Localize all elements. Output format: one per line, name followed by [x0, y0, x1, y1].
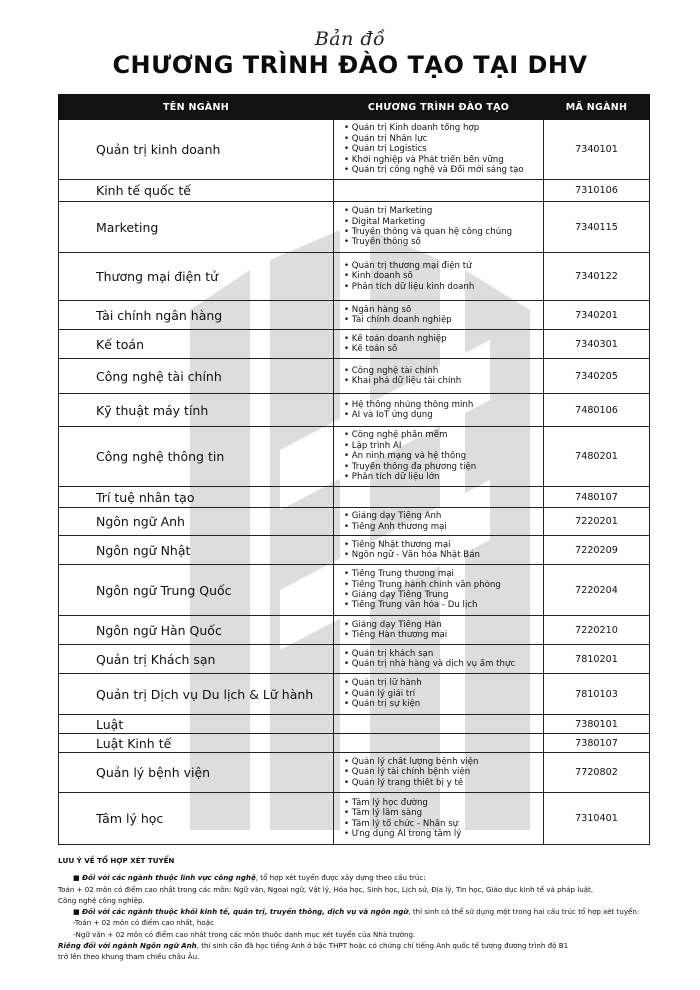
page-header — [0, 28, 700, 79]
note-english-line2: trở lên theo khung tham chiếu châu Âu. — [58, 952, 200, 962]
program-item: • Truyền thông số — [344, 237, 421, 248]
major-code: 7310401 — [544, 793, 650, 845]
program-list — [334, 565, 544, 616]
program-item: • Tâm lý lâm sàng — [344, 808, 423, 819]
program-item: • Phân tích dữ liệu lớn — [344, 472, 440, 483]
program-item: • Quản trị Kinh doanh tổng hợp — [344, 123, 480, 134]
program-item: • Tiếng Trung thương mại — [344, 569, 454, 580]
major-name: Ngôn ngữ Nhật — [59, 536, 334, 565]
program-list — [334, 253, 544, 301]
program-item: • Lập trình AI — [344, 440, 402, 451]
program-item: • Truyền thông đa phương tiện — [344, 461, 477, 472]
program-item: • Ứng dụng AI trong tâm lý — [344, 828, 462, 839]
table-row — [59, 734, 650, 753]
table-row — [59, 427, 650, 487]
programs-table — [58, 94, 650, 845]
square-bullet-icon: ■ — [73, 907, 80, 917]
program-list — [334, 359, 544, 394]
program-item: • An ninh mạng và hệ thống — [344, 451, 467, 462]
program-item: • Công nghệ phần mềm — [344, 430, 448, 441]
page-title: CHƯƠNG TRÌNH ĐÀO TẠO TẠI DHV — [112, 51, 588, 79]
major-name: Ngôn ngữ Trung Quốc — [59, 565, 334, 616]
table-row — [59, 120, 650, 180]
major-code: 7310106 — [544, 180, 650, 202]
note-technology-line3: Công nghệ công nghiệp. — [58, 895, 145, 905]
table-row — [59, 508, 650, 536]
program-item: • Ngôn ngữ - Văn hóa Nhật Bản — [344, 550, 480, 560]
major-name: Kế toán — [59, 330, 334, 359]
table-row — [59, 793, 650, 845]
major-code: 7380107 — [544, 734, 650, 753]
program-item: • Quản trị thương mại điện tử — [344, 260, 472, 271]
major-code: 7220201 — [544, 508, 650, 536]
program-item: • Quản trị sự kiện — [344, 699, 421, 710]
program-item: • Digital Marketing — [344, 216, 426, 227]
table-row — [59, 394, 650, 427]
program-item: • Quản trị nhà hàng và dịch vụ ẩm thực — [344, 659, 516, 669]
note-economics: ■ Đối với các ngành thuộc khối kinh tế, quản trị, truyền thông, dịch vụ và ngôn ngữ, thí sinh có thể sử dụng một trong hai cấu trúc tổ hợp xét tuyển: — [73, 907, 640, 917]
major-code: 7340205 — [544, 359, 650, 394]
major-name: Trí tuệ nhân tạo — [59, 487, 334, 508]
table-row — [59, 253, 650, 301]
program-list — [334, 427, 544, 487]
major-code: 7340301 — [544, 330, 650, 359]
major-code: 7810201 — [544, 645, 650, 674]
program-item: • Tiếng Trung hành chính văn phòng — [344, 579, 501, 590]
program-list — [334, 180, 544, 202]
program-item: • AI và IoT ứng dụng — [344, 410, 433, 420]
note-technology-line2: Toán + 02 môn có điểm cao nhất trong các môn: Ngữ văn, Ngoại ngữ, Vật lý, Hóa học, Sinh học, Lịch sử, Địa lý, Tin học, Giáo dục kinh tế và pháp luật, — [58, 884, 594, 894]
program-item: • Quản lý tài chính bệnh viện — [344, 767, 471, 778]
major-name: Công nghệ tài chính — [59, 359, 334, 394]
program-item: • Quản trị Nhân lực — [344, 133, 428, 144]
major-code: 7220209 — [544, 536, 650, 565]
major-name: Quản lý bệnh viện — [59, 753, 334, 793]
major-code: 7480201 — [544, 427, 650, 487]
table-row — [59, 180, 650, 202]
program-list — [334, 394, 544, 427]
program-item: • Giảng dạy Tiếng Trung — [344, 590, 449, 600]
major-name: Marketing — [59, 202, 334, 253]
table-row — [59, 616, 650, 645]
program-item: • Kế toán doanh nghiệp — [344, 333, 447, 344]
major-code: 7340122 — [544, 253, 650, 301]
admission-notes — [58, 855, 658, 963]
notes-title: LƯU Ý VỀ TỔ HỢP XÉT TUYỂN — [58, 856, 175, 865]
program-item: • Kế toán số — [344, 344, 398, 354]
major-name: Luật Kinh tế — [59, 734, 334, 753]
program-item: • Công nghệ tài chính — [344, 365, 439, 376]
major-code: 7340115 — [544, 202, 650, 253]
major-name: Ngôn ngữ Hàn Quốc — [59, 616, 334, 645]
major-name: Kỹ thuật máy tính — [59, 394, 334, 427]
program-item: • Phân tích dữ liệu kinh doanh — [344, 281, 475, 292]
major-name: Quản trị Dịch vụ Du lịch & Lữ hành — [59, 674, 334, 715]
column-header-major: TÊN NGÀNH — [59, 95, 334, 120]
program-list — [334, 674, 544, 715]
column-header-program: CHƯƠNG TRÌNH ĐÀO TẠO — [334, 95, 544, 120]
program-item: • Quản trị công nghệ và Đổi mới sáng tạo — [344, 165, 524, 176]
program-list — [334, 734, 544, 753]
program-item: • Ngân hàng số — [344, 304, 412, 315]
major-code: 7220210 — [544, 616, 650, 645]
program-list — [334, 715, 544, 734]
program-list — [334, 330, 544, 359]
table-row — [59, 715, 650, 734]
program-list — [334, 120, 544, 180]
program-item: • Tài chính doanh nghiệp — [344, 315, 452, 325]
table-row — [59, 359, 650, 394]
major-code: 7720802 — [544, 753, 650, 793]
program-item: • Quản trị Logistics — [344, 144, 427, 155]
page-subtitle: Bản đồ — [314, 28, 386, 50]
program-list — [334, 753, 544, 793]
note-technology: ■ Đối với các ngành thuộc lĩnh vực công nghệ, tổ hợp xét tuyển được xây dựng theo cấu trúc: — [73, 873, 426, 883]
program-item: • Kinh doanh số — [344, 271, 413, 282]
program-item: • Khai phá dữ liệu tài chính — [344, 376, 462, 386]
program-list — [334, 793, 544, 845]
major-name: Luật — [59, 715, 334, 734]
major-name: Tâm lý học — [59, 793, 334, 845]
program-item: • Tiếng Hàn thương mại — [344, 630, 448, 640]
program-item: • Tâm lý tổ chức - Nhân sự — [344, 818, 459, 829]
program-list — [334, 616, 544, 645]
major-name: Thương mại điện tử — [59, 253, 334, 301]
note-economics-option2: -Ngữ văn + 02 môn có điểm cao nhất trong các môn thuộc danh mục xét tuyển của Nhà trường. — [73, 929, 416, 939]
major-name: Công nghệ thông tin — [59, 427, 334, 487]
program-list — [334, 301, 544, 330]
program-item: • Quản trị Marketing — [344, 206, 433, 217]
program-list — [334, 487, 544, 508]
table-row — [59, 645, 650, 674]
table-row — [59, 487, 650, 508]
table-row — [59, 301, 650, 330]
table-row — [59, 674, 650, 715]
column-header-code: MÃ NGÀNH — [544, 95, 650, 120]
major-code: 7480107 — [544, 487, 650, 508]
program-item: • Quản lý trang thiết bị y tế — [344, 777, 464, 788]
table-header-row — [59, 95, 650, 120]
program-item: • Tâm lý học đường — [344, 797, 428, 808]
program-item: • Tiếng Trung văn hóa - Du lịch — [344, 600, 478, 611]
major-code: 7480106 — [544, 394, 650, 427]
major-name: Quản trị Khách sạn — [59, 645, 334, 674]
program-list — [334, 645, 544, 674]
program-item: • Quản trị khách sạn — [344, 648, 434, 659]
major-name: Tài chính ngân hàng — [59, 301, 334, 330]
program-item: • Quản lý chất lượng bệnh viện — [344, 756, 479, 767]
table-row — [59, 536, 650, 565]
table-row — [59, 330, 650, 359]
program-item: • Giảng dạy Tiếng Hàn — [344, 619, 442, 630]
major-code: 7340201 — [544, 301, 650, 330]
note-english: Riêng đối với ngành Ngôn ngữ Anh, thí sinh cần đã học tiếng Anh ở bậc THPT hoặc có chứng chỉ tiếng Anh quốc tế tương đương trình độ B1 — [58, 941, 569, 951]
major-name: Quản trị kinh doanh — [59, 120, 334, 180]
major-code: 7380101 — [544, 715, 650, 734]
major-code: 7220204 — [544, 565, 650, 616]
table-row — [59, 565, 650, 616]
program-item: • Tiếng Nhật thương mại — [344, 539, 451, 550]
program-item: • Hệ thống nhúng thông minh — [344, 399, 474, 410]
square-bullet-icon: ■ — [73, 873, 80, 883]
major-code: 7340101 — [544, 120, 650, 180]
program-list — [334, 202, 544, 253]
major-code: 7810103 — [544, 674, 650, 715]
program-list — [334, 508, 544, 536]
program-item: • Quản lý giải trí — [344, 688, 416, 699]
program-item: • Khởi nghiệp và Phát triển bền vững — [344, 154, 504, 165]
program-item: • Truyền thông và quan hệ công chúng — [344, 227, 513, 237]
note-economics-option1: -Toán + 02 môn có điểm cao nhất, hoặc — [73, 918, 215, 928]
major-name: Ngôn ngữ Anh — [59, 508, 334, 536]
program-item: • Giảng dạy Tiếng Anh — [344, 511, 442, 522]
table-row — [59, 202, 650, 253]
major-name: Kinh tế quốc tế — [59, 180, 334, 202]
program-item: • Tiếng Anh thương mại — [344, 521, 447, 532]
program-item: • Quản trị lữ hành — [344, 678, 422, 689]
program-list — [334, 536, 544, 565]
table-row — [59, 753, 650, 793]
